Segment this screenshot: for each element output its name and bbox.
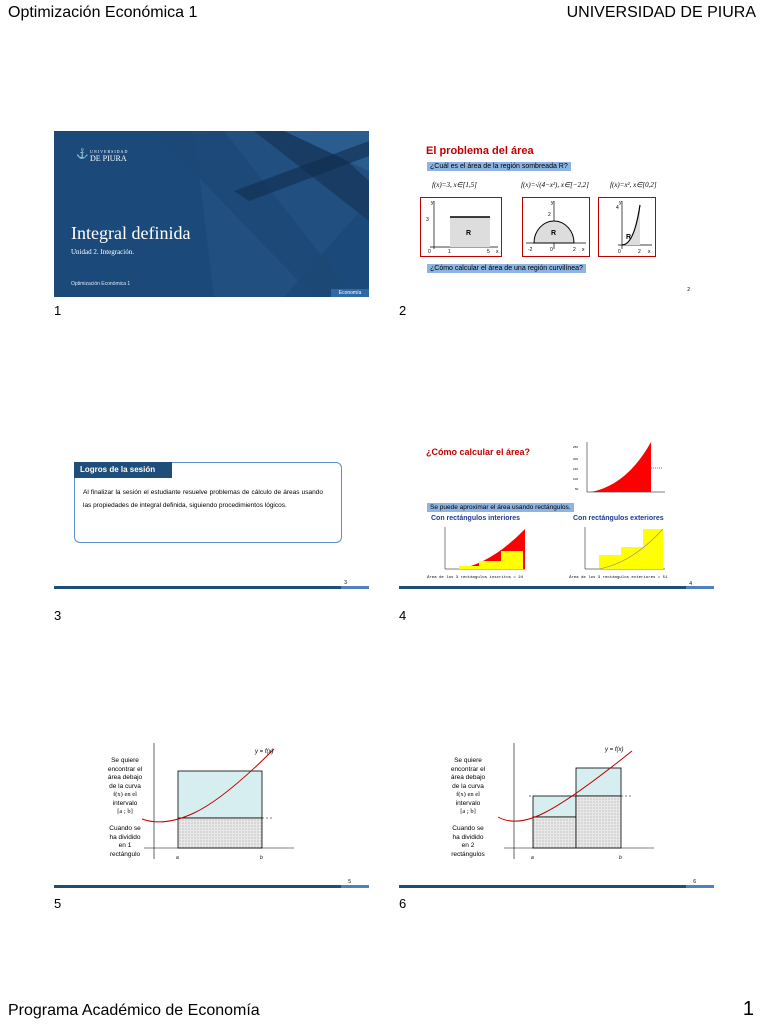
label-a: a (531, 855, 534, 861)
slide-5-footer-line (54, 885, 369, 888)
label-b: b (619, 855, 622, 861)
svg-text:1: 1 (448, 249, 451, 255)
slide-6-page: 6 (693, 879, 696, 885)
svg-text:5: 5 (487, 249, 490, 255)
slide-6-diagram (494, 741, 664, 866)
svg-text:R: R (551, 230, 557, 237)
svg-text:50: 50 (575, 487, 579, 491)
slide-1-course: Optimización Económica 1 (71, 281, 131, 287)
slide-6[interactable] (399, 727, 714, 893)
svg-text:4: 4 (616, 205, 619, 211)
function-1: f(x)=3, x∈[1,5] (432, 181, 477, 189)
text-line: [a ; b] (460, 808, 476, 815)
slide-6-division-text (435, 825, 501, 859)
svg-text:0: 0 (618, 249, 621, 255)
header-university: UNIVERSIDAD DE PIURA (566, 4, 756, 21)
svg-text:150: 150 (573, 467, 579, 471)
slide-2-number: 2 (399, 303, 407, 318)
slide-4-number: 4 (399, 608, 407, 623)
slide-1-tag: Economía (331, 289, 369, 297)
slide-1-title: Integral definida (71, 223, 191, 243)
slide-6-number: 6 (399, 896, 407, 911)
text-line: [a ; b] (117, 808, 133, 815)
slide-5[interactable] (54, 727, 369, 893)
interior-caption: Área de los 3 rectángulos inscritos = 24 (427, 576, 524, 580)
slide-4-footer-line (399, 586, 714, 589)
footer-page-number: 1 (742, 998, 754, 1020)
text-line: de la curva (452, 782, 484, 790)
svg-text:-2: -2 (528, 247, 533, 253)
slide-2-question: ¿Cuál es el área de la región sombreada R? (427, 162, 571, 171)
slide-4[interactable] (399, 428, 714, 594)
slide-1[interactable] (54, 131, 369, 297)
svg-text:2: 2 (573, 247, 576, 253)
svg-text:200: 200 (573, 457, 579, 461)
svg-text:y: y (431, 200, 434, 206)
text-line: Se quiere (454, 757, 482, 764)
svg-text:0: 0 (550, 247, 553, 253)
text-line: encontrar el (107, 765, 143, 773)
achievements-body: Al finalizar la sesión el estudiante resuelve problemas de cálculo de áreas usando las propiedades de integral definida, siguiendo procedimientos lógicos. (83, 489, 323, 509)
text-line: Cuando se (109, 825, 141, 832)
slide-2[interactable] (399, 131, 714, 297)
svg-text:y: y (551, 200, 554, 206)
slide-5-diagram (134, 741, 304, 866)
svg-text:250: 250 (573, 445, 579, 449)
slide-2-question-2: ¿Cómo calcular el área de una región curvilínea? (427, 264, 586, 273)
exterior-caption: Área de los 3 rectángulos exteriores = 51 (569, 576, 668, 580)
graph-parabola (598, 197, 656, 257)
slide-1-subtitle: Unidad 2. Integración. (71, 248, 134, 256)
text-line: Se quiere (111, 757, 139, 764)
slide-3-number: 3 (54, 608, 62, 623)
svg-text:R: R (466, 230, 472, 237)
text-line: ha dividido (452, 833, 484, 841)
graph-semicircle (522, 197, 590, 257)
exterior-label: Con rectángulos exteriores (573, 515, 664, 522)
slide-3-page: 3 (344, 580, 347, 586)
slide-6-footer-line (399, 885, 714, 888)
svg-text:y: y (619, 200, 622, 206)
label-b: b (260, 855, 263, 861)
slide-5-number: 5 (54, 896, 62, 911)
text-line: intervalo (112, 799, 138, 807)
svg-text:R: R (626, 234, 632, 241)
function-3: f(x)=x², x∈[0,2] (610, 181, 657, 189)
slide-3[interactable] (54, 428, 369, 594)
logo-text-top: UNIVERSIDAD (90, 149, 129, 154)
exterior-rectangles-graph (577, 525, 667, 575)
area-curve-graph (567, 440, 667, 500)
svg-text:0: 0 (428, 249, 431, 255)
text-line: de la curva (109, 782, 141, 790)
svg-text:x: x (582, 247, 585, 253)
slide-2-page: 2 (687, 287, 690, 293)
text-line: área debajo (450, 774, 486, 781)
text-line: f(x) en el (456, 791, 480, 798)
function-2: f(x)=√(4−x²), x∈[−2,2] (521, 181, 589, 189)
svg-text:2: 2 (548, 212, 551, 218)
text-line: f(x) en el (113, 791, 137, 798)
slide-2-title: El problema del área (426, 145, 534, 157)
slide-5-page: 5 (348, 879, 351, 885)
logo-text-bottom: DE PIURA (90, 154, 127, 163)
slide-4-page: 4 (689, 581, 692, 587)
slide-4-title: ¿Cómo calcular el área? (426, 447, 531, 457)
interior-rectangles-graph (437, 525, 527, 575)
text-line: en 1 (118, 842, 132, 849)
text-line: encontrar el (450, 765, 486, 773)
interior-label: Con rectángulos interiores (431, 515, 521, 522)
text-line: intervalo (455, 799, 481, 807)
slide-1-number: 1 (54, 303, 62, 318)
text-line: rectángulos (451, 850, 485, 858)
slide-4-bar: Se puede aproximar el área usando rectángulos. (427, 503, 574, 512)
slide-3-footer-line (54, 586, 369, 589)
text-line: rectángulo (109, 850, 141, 858)
svg-text:x: x (496, 249, 499, 255)
achievements-title: Logros de la sesión (74, 462, 172, 478)
svg-text:100: 100 (573, 477, 579, 481)
label-a: a (176, 855, 179, 861)
header-course: Optimización Económica 1 (8, 4, 198, 21)
svg-text:2: 2 (638, 249, 641, 255)
curve-label: y = f(x) (605, 747, 624, 753)
graph-constant (420, 197, 502, 257)
footer-program: Programa Académico de Economía (8, 1002, 260, 1019)
text-line: en 2 (461, 842, 475, 849)
text-line: área debajo (107, 774, 143, 781)
curve-label: y = f(x) (255, 749, 274, 755)
svg-text:x: x (648, 249, 651, 255)
text-line: ha dividido (109, 833, 141, 841)
svg-text:3: 3 (426, 217, 429, 223)
slide-6-intro-text (435, 757, 501, 817)
logo-icon: ⚓ (76, 149, 89, 160)
text-line: Cuando se (452, 825, 484, 832)
